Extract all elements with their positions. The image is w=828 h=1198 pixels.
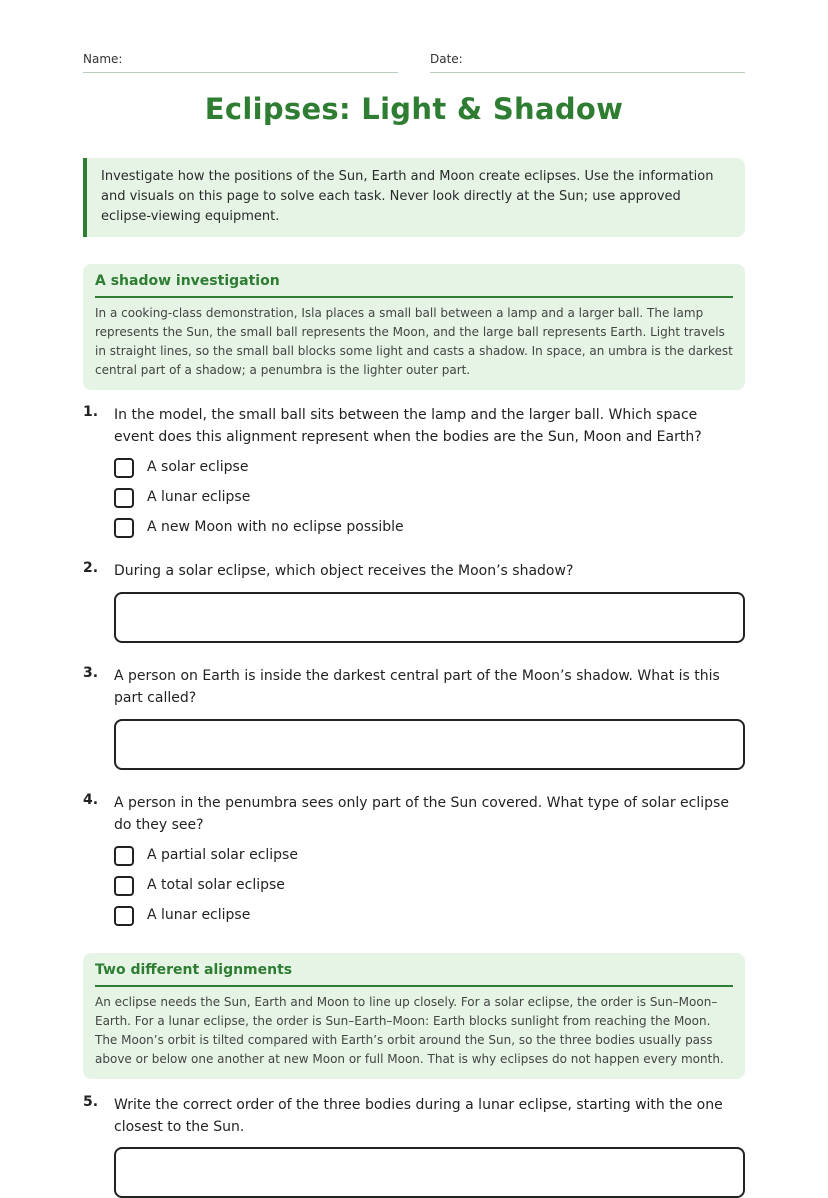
- question-text: During a solar eclipse, which object receives the Moon’s shadow?: [114, 563, 574, 579]
- info-box-body: An eclipse needs the Sun, Earth and Moon to line up closely. For a solar eclipse, the order is Sun–Moon–Earth. For a lunar eclipse, the order is Sun–Earth–Moon: Earth blocks sunlight from reaching the Moon. The Moon’s orbit is tilted compared with Earth’s orbit around the Sun, so the three bodies usually pass above or below one another at new Moon or full Moon. That is why eclipses do not happen every month.: [95, 995, 724, 1066]
- option-label: A partial solar eclipse: [147, 847, 298, 863]
- info-box-two-alignments: [83, 953, 745, 1079]
- checkbox[interactable]: [114, 458, 134, 478]
- info-box-body: In a cooking-class demonstration, Isla places a small ball between a lamp and a larger ball. The lamp represents the Sun, the small ball represents the Moon, and the large ball represents Earth. Light travels in straight lines, so the small ball blocks some light and casts a shadow. In space, an umbra is the darkest central part of a shadow; a penumbra is the lighter outer part.: [95, 306, 733, 377]
- name-label: Name:: [83, 52, 123, 66]
- question-number: 2.: [83, 560, 99, 576]
- checkbox[interactable]: [114, 518, 134, 538]
- question-text: A person on Earth is inside the darkest central part of the Moon’s shadow. What is this part called?: [114, 668, 720, 706]
- checkbox[interactable]: [114, 488, 134, 508]
- question-number: 3.: [83, 665, 99, 681]
- date-field[interactable]: [430, 52, 745, 73]
- info-box-shadow-investigation: [83, 264, 745, 390]
- option-label: A lunar eclipse: [147, 489, 251, 505]
- question-number: 4.: [83, 792, 99, 808]
- page-title: Eclipses: Light & Shadow: [204, 92, 624, 126]
- name-date-row: [83, 52, 745, 74]
- checkbox[interactable]: [114, 846, 134, 866]
- question-text: Write the correct order of the three bodies during a lunar eclipse, starting with the one closest to the Sun.: [114, 1097, 723, 1135]
- info-box-heading: A shadow investigation: [95, 273, 733, 298]
- answer-box[interactable]: [114, 1147, 745, 1198]
- option-label: A lunar eclipse: [147, 907, 251, 923]
- checkbox[interactable]: [114, 906, 134, 926]
- info-box-heading: Two different alignments: [95, 962, 733, 987]
- question-number: 5.: [83, 1094, 99, 1110]
- checkbox[interactable]: [114, 876, 134, 896]
- name-field[interactable]: [83, 52, 398, 73]
- option-label: A new Moon with no eclipse possible: [147, 519, 404, 535]
- intro-callout: Investigate how the positions of the Sun, Earth and Moon create eclipses. Use the information and visuals on this page to solve each task. Never look directly at the Sun; use approved eclipse-viewing equipment.: [83, 158, 745, 237]
- option-label: A solar eclipse: [147, 459, 249, 475]
- date-label: Date:: [430, 52, 463, 66]
- question-text: A person in the penumbra sees only part of the Sun covered. What type of solar eclipse do they see?: [114, 795, 729, 833]
- answer-box[interactable]: [114, 719, 745, 770]
- answer-box[interactable]: [114, 592, 745, 643]
- option-label: A total solar eclipse: [147, 877, 285, 893]
- question-number: 1.: [83, 404, 99, 420]
- question-text: In the model, the small ball sits between the lamp and the larger ball. Which space event does this alignment represent when the bodies are the Sun, Moon and Earth?: [114, 407, 702, 445]
